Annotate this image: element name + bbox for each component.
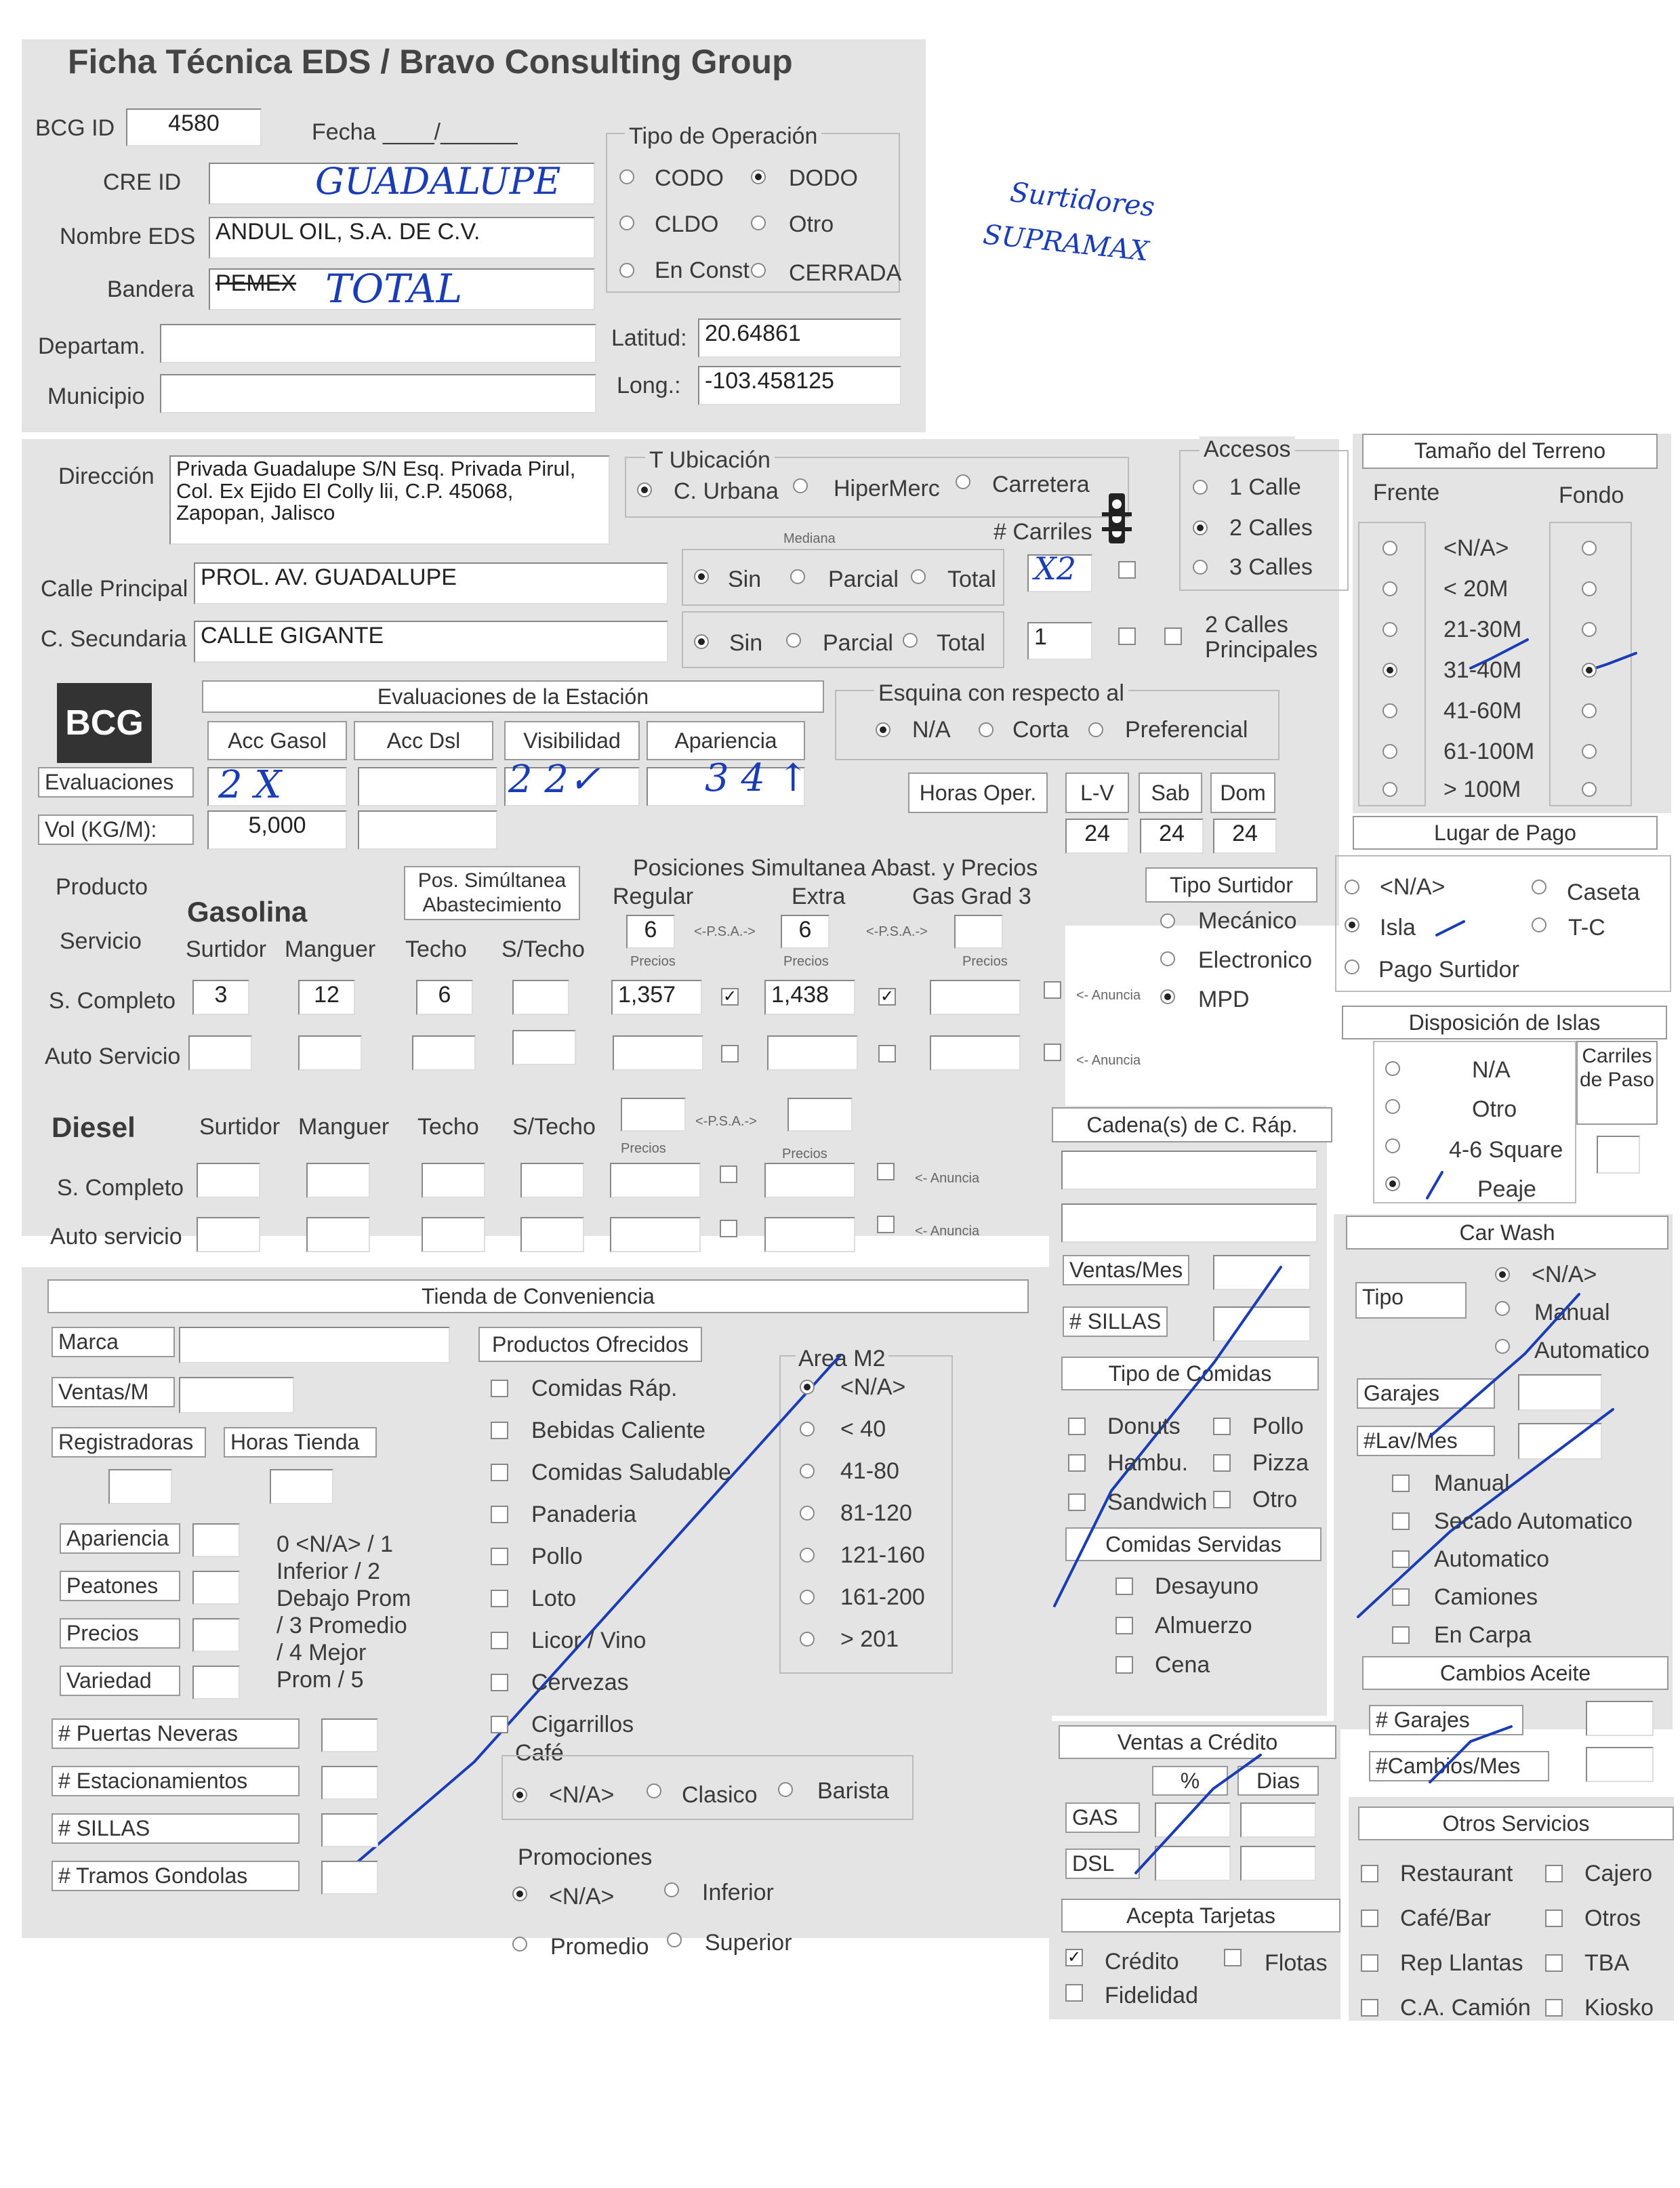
horas-sab-field[interactable]: 24 [1140,819,1204,854]
radio-area-6[interactable] [800,1632,815,1647]
radio-frente-6[interactable] [1382,782,1397,797]
hipermerc-label: HiperMerc [834,476,940,501]
tienda-eval-field-3[interactable] [192,1666,240,1699]
carwash-na-label: <N/A> [1532,1262,1597,1287]
otros-check-4[interactable] [1361,1954,1378,1972]
calles-principales-label: 2 Calles Principales [1205,612,1318,663]
direccion-label: Dirección [58,463,155,489]
latitud-label: Latitud: [611,325,687,351]
car-wash-title: Car Wash [1346,1216,1668,1250]
diesel-precios-label-2: Precios [782,1147,827,1161]
tienda-count-field-1[interactable] [321,1766,378,1800]
radio-fondo-1[interactable] [1582,581,1597,596]
area-label: 81-120 [840,1500,912,1526]
horas-oper-label: Horas Oper. [908,772,1048,813]
cadenas-title: Cadena(s) de C. Ráp. [1052,1107,1332,1142]
bcg-id-label: BCG ID [35,115,115,141]
radio-fondo-0[interactable] [1582,541,1597,556]
terreno-title: Tamaño del Terreno [1362,434,1658,469]
codo-label: CODO [655,165,724,191]
eval-col-acc-gasol: Acc Gasol [207,721,347,760]
car-wash-tipo-label: Tipo [1355,1282,1467,1319]
otros-label: Cajero [1584,1861,1653,1886]
gas-grad-label: Gas Grad 3 [912,884,1031,909]
horas-lv-field[interactable]: 24 [1065,819,1129,854]
servida-label: Cena [1155,1652,1210,1678]
dsc-anuncia-label: <- Anuncia [915,1171,980,1186]
mpd-label: MPD [1198,987,1250,1012]
mediana-total-1-label: Total [947,566,996,592]
radio-fondo-6[interactable] [1582,782,1597,797]
fondo-label: Fondo [1559,482,1624,508]
ofrecido-label: Cervezas [531,1670,629,1695]
tarjeta-flotas-label: Flotas [1265,1950,1328,1976]
regular-label: Regular [613,884,694,909]
bandera-field[interactable]: PEMEX [209,268,595,310]
tienda-scale-label: Debajo Prom [276,1586,411,1611]
nombre-field[interactable]: ANDUL OIL, S.A. DE C.V. [209,217,595,259]
carriles-label: # Carriles [993,519,1092,545]
calle-principal-field[interactable]: PROL. AV. GUADALUPE [194,562,668,604]
horas-lv-label: L-V [1065,772,1129,813]
as-anuncia-label: <- Anuncia [1076,1053,1141,1068]
mediana-total-2-label: Total [937,630,985,656]
sc-extra-anuncia-check[interactable]: ✓ [878,988,896,1006]
pos-simultanea-header: Pos. Simúltanea Abastecimiento [404,866,580,920]
sc-surtidor-field[interactable]: 3 [192,980,249,1015]
pago-surtidor-label: Pago Surtidor [1378,957,1519,983]
radio-fondo-3[interactable] [1582,663,1597,678]
radio-fondo-5[interactable] [1582,744,1597,759]
ofrecido-check-7[interactable] [491,1674,508,1691]
horas-tienda-label: Horas Tienda [224,1427,377,1458]
tienda-count-field-0[interactable] [321,1718,378,1752]
ventas-mes-label: Ventas/Mes [1063,1255,1189,1285]
carwash-check-label: En Carpa [1434,1622,1532,1648]
cadena-sillas-label: # SILLAS [1063,1306,1168,1337]
otros-label: Café/Bar [1400,1905,1492,1931]
page-title: Ficha Técnica EDS / Bravo Consulting Group [68,43,793,81]
carwash-garajes-label: Garajes [1357,1378,1495,1409]
tienda-scale-label: / 3 Promedio [276,1613,407,1638]
terreno-size-label: 61-100M [1443,739,1535,764]
manguer-label: Manguer [285,936,376,962]
cafe-clasico-label: Clasico [682,1782,758,1808]
horas-dom-field[interactable]: 24 [1213,819,1277,854]
municipio-label: Municipio [47,384,145,409]
ofrecido-check-6[interactable] [491,1632,508,1649]
radio-frente-5[interactable] [1382,744,1397,759]
registradoras-label: Registradoras [52,1427,206,1458]
ofrecido-label: Comidas Saludable [531,1460,731,1485]
eval-col-acc-dsl: Acc Dsl [354,721,493,760]
note-handwriting-2: SUPRAMAX [981,219,1151,268]
area-label: 121-160 [840,1542,925,1568]
islas-na-label: N/A [1472,1057,1511,1083]
tienda-eval-label: Peatones [60,1571,180,1601]
ofrecido-label: Pollo [531,1544,583,1569]
horas-sab-label: Sab [1139,772,1202,813]
carwash-check-4[interactable] [1392,1626,1410,1644]
das-anuncia-label: <- Anuncia [915,1224,980,1239]
carwash-check-label: Automatico [1434,1546,1550,1572]
mediana-sin-2-label: Sin [729,630,763,656]
servida-check-1[interactable] [1115,1617,1133,1634]
regular-psa-arrow: <-P.S.A.-> [694,924,756,939]
extra-psa-arrow: <-P.S.A.-> [866,924,928,939]
comida-label: Pollo [1252,1413,1304,1439]
esquina-preferencial-label: Preferencial [1125,717,1248,743]
diesel-surtidor-label: Surtidor [199,1114,281,1140]
credito-pct-label: % [1152,1766,1228,1796]
carwash-check-3[interactable] [1392,1588,1410,1606]
extra-precios-label: Precios [783,954,829,969]
en-const-label: En Const [655,257,750,283]
tipo-comidas-title: Tipo de Comidas [1061,1357,1319,1390]
ofrecido-label: Licor / Vino [531,1628,647,1653]
tienda-scale-label: / 4 Mejor [276,1640,367,1666]
calle-secundaria-field[interactable]: CALLE GIGANTE [194,621,668,663]
ofrecido-label: Comidas Ráp. [531,1376,678,1401]
otros-label: Restaurant [1400,1861,1513,1886]
carwash-check-2[interactable] [1392,1550,1410,1568]
latitud-field[interactable]: 20.64861 [698,318,901,358]
terreno-size-label: > 100M [1443,777,1521,802]
tienda-count-label: # Puertas Neveras [52,1718,300,1749]
tienda-eval-field-0[interactable] [192,1523,240,1557]
esquina-title: Esquina con respecto al [874,680,1128,707]
tienda-count-field-2[interactable] [321,1813,378,1847]
credito-dsl-label: DSL [1065,1849,1140,1879]
carwash-check-label: Camiones [1434,1584,1538,1610]
promo-promedio-label: Promedio [550,1934,649,1960]
otros-check-2[interactable] [1361,1910,1378,1927]
eval-col-apariencia: Apariencia [647,721,805,760]
cldo-label: CLDO [655,211,719,237]
otros-label: C.A. Camión [1400,1995,1531,2021]
comida-label: Otro [1252,1487,1298,1512]
servida-label: Almuerzo [1155,1613,1252,1638]
accesos-title: Accesos [1200,436,1295,463]
tienda-count-label: # Estacionamientos [52,1766,300,1796]
ofrecido-check-3[interactable] [491,1506,508,1523]
credito-title: Ventas a Crédito [1059,1725,1336,1759]
sc-precio-extra-field[interactable]: 1,438 [764,980,855,1015]
radio-area-0[interactable] [800,1380,815,1395]
direccion-line-3: Zapopan, Jalisco [176,501,335,525]
diesel-techo-label: Techo [417,1114,479,1140]
direccion-line-2: Col. Ex Ejido El Colly lii, C.P. 45068, [176,478,514,503]
regular-psa-field[interactable]: 6 [626,915,675,949]
sc-manguer-field[interactable]: 12 [298,980,355,1015]
ofrecido-label: Cigarrillos [531,1712,634,1737]
tarjeta-fidelidad-label: Fidelidad [1105,1983,1198,2008]
carwash-check-0[interactable] [1392,1474,1410,1492]
radio-area-1[interactable] [800,1422,815,1437]
area-label: 161-200 [840,1584,925,1610]
carwash-check-label: Secado Automatico [1434,1508,1633,1534]
islas-square-label: 4-6 Square [1449,1137,1563,1163]
tienda-eval-field-1[interactable] [192,1571,240,1605]
eval-col-visibilidad: Visibilidad [504,721,640,760]
terreno-size-label: 41-60M [1443,698,1522,724]
tipo-surtidor-title: Tipo Surtidor [1145,867,1317,903]
comida-check-3[interactable] [1213,1454,1231,1472]
radio-area-2[interactable] [800,1464,815,1479]
terreno-size-label: 31-40M [1443,657,1522,683]
horas-dom-label: Dom [1210,772,1275,813]
2-calles-label: 2 Calles [1229,515,1313,541]
sc-regular-anuncia-check[interactable]: ✓ [721,988,739,1006]
carwash-automatico-label: Automatico [1534,1338,1650,1363]
ofrecido-check-8[interactable] [491,1716,508,1733]
productos-ofrecidos-title: Productos Ofrecidos [478,1327,702,1362]
radio-area-4[interactable] [800,1548,815,1563]
islas-peaje-label: Peaje [1477,1176,1536,1202]
otros-check-1[interactable] [1545,1865,1563,1882]
mecanico-label: Mecánico [1198,908,1297,934]
fecha-label: Fecha [312,119,376,145]
otros-check-3[interactable] [1545,1910,1563,1927]
carriles-secundaria-field[interactable]: 1 [1027,622,1092,660]
otros-check-5[interactable] [1545,1954,1563,1972]
fecha-field[interactable]: ____/______ [383,119,518,145]
radio-frente-3[interactable] [1382,663,1397,678]
comida-check-2[interactable] [1068,1454,1086,1472]
eval-acc-gasol-hand: 2 X [218,763,282,807]
esquina-na-label: N/A [912,717,951,743]
medianas-label: Mediana [783,531,836,546]
s-completo-label: S. Completo [49,988,176,1014]
tienda-eval-label: Precios [60,1618,180,1649]
extra-psa-field[interactable]: 6 [781,915,829,949]
cafe-title: Café [515,1740,564,1766]
esquina-corta-label: Corta [1012,717,1069,743]
tienda-eval-label: Apariencia [60,1523,180,1554]
eval-visibilidad-hand: 2 2✓ [508,758,600,802]
tienda-scale-label: Prom / 5 [276,1667,364,1693]
otros-servicios-title: Otros Servicios [1358,1807,1674,1840]
islas-otro-label: Otro [1472,1096,1517,1122]
evaluaciones-title: Evaluaciones de la Estación [202,680,824,713]
eval-apariencia-hand: 3 4 ↑ [705,756,809,800]
tienda-count-label: # SILLAS [52,1813,300,1844]
radio-frente-4[interactable] [1382,703,1397,718]
diesel-psa-arrow: <-P.S.A.-> [695,1114,757,1129]
diesel-precios-label: Precios [621,1141,666,1156]
ofrecido-label: Panaderia [531,1502,637,1527]
techo-label: Techo [405,936,467,962]
frente-label: Frente [1373,480,1440,505]
c-urbana-label: C. Urbana [674,478,779,504]
tienda-eval-field-2[interactable] [192,1618,240,1652]
diesel-label: Diesel [52,1111,136,1143]
diesel-stecho-label: S/Techo [512,1114,596,1140]
comidas-servidas-title: Comidas Servidas [1065,1527,1322,1561]
ofrecido-check-4[interactable] [491,1548,508,1565]
comida-check-1[interactable] [1213,1418,1231,1435]
radio-frente-0[interactable] [1382,541,1397,556]
extra-label: Extra [792,884,846,909]
auto-servicio-label: Auto Servicio [45,1044,181,1069]
carretera-label: Carretera [992,472,1090,497]
ofrecido-check-0[interactable] [491,1380,508,1397]
servicio-label: Servicio [60,928,142,954]
3-calles-label: 3 Calles [1229,554,1313,580]
pago-tc-label: T-C [1568,915,1605,941]
otro-op-label: Otro [789,211,834,237]
note-handwriting-1: Surtidores [1008,176,1156,224]
calle-principal-label: Calle Principal [41,576,188,602]
posiciones-precios-label: Posiciones Simultanea Abast. y Precios [633,855,1038,881]
terreno-size-label: <N/A> [1443,535,1509,561]
longitud-field[interactable]: -103.458125 [698,366,901,405]
cerrada-label: CERRADA [789,260,902,286]
otros-label: TBA [1584,1950,1630,1976]
tarjetas-title: Acepta Tarjetas [1061,1899,1340,1933]
pago-caseta-label: Caseta [1567,880,1640,905]
cafe-barista-label: Barista [817,1778,889,1804]
carriles-handwriting: X2 [1034,550,1077,587]
otros-check-0[interactable] [1361,1865,1378,1882]
1-calle-label: 1 Calle [1229,474,1301,500]
pago-isla-label: Isla [1380,915,1416,941]
cre-id-label: CRE ID [103,169,182,195]
evaluaciones-row-label: Evaluaciones [38,767,194,798]
islas-title: Disposición de Islas [1342,1006,1667,1039]
area-label: <N/A> [840,1374,906,1400]
mediana-parcial-2-label: Parcial [823,630,893,656]
direccion-line-1: Privada Guadalupe S/N Esq. Privada Pirul, [176,457,576,480]
tienda-scale-label: 0 <N/A> / 1 [276,1531,393,1557]
otros-check-7[interactable] [1545,1999,1563,2017]
lugar-pago-title: Lugar de Pago [1353,816,1658,850]
electronico-label: Electronico [1198,947,1313,973]
gasgrad-precios-label: Precios [962,954,1008,969]
servida-label: Desayuno [1155,1573,1259,1599]
area-label: < 40 [840,1416,886,1442]
carwash-lav-mes-label: #Lav/Mes [1357,1426,1495,1456]
vol-field[interactable]: 5,000 [207,810,347,850]
ofrecido-label: Loto [531,1586,577,1611]
terreno-size-label: < 20M [1443,576,1509,602]
comida-label: Hambu. [1107,1450,1189,1476]
tienda-count-field-3[interactable] [321,1861,378,1895]
radio-area-3[interactable] [800,1506,815,1521]
dodo-label: DODO [789,165,858,191]
diesel-s-completo-label: S. Completo [57,1175,184,1201]
bandera-label: Bandera [107,276,194,302]
ofrecido-label: Bebidas Caliente [531,1418,706,1443]
producto-label: Producto [56,874,148,900]
calle-secundaria-label: C. Secundaria [41,626,187,652]
radio-frente-2[interactable] [1382,622,1397,637]
tienda-scale-label: Inferior / 2 [276,1559,381,1584]
aceite-garajes-label: # Garajes [1369,1705,1523,1735]
surtidor-label: Surtidor [186,936,267,962]
pago-na-label: <N/A> [1380,874,1446,900]
radio-area-5[interactable] [800,1590,815,1605]
tarjeta-credito-label: Crédito [1105,1949,1179,1975]
regular-precios-label: Precios [630,954,676,969]
mediana-sin-1-label: Sin [728,566,762,592]
mediana-parcial-1-label: Parcial [828,566,899,592]
ofrecido-check-2[interactable] [491,1464,508,1481]
servida-check-0[interactable] [1115,1577,1133,1595]
tipo-operacion-title: Tipo de Operación [625,123,821,150]
comida-check-4[interactable] [1068,1493,1086,1511]
promo-inferior-label: Inferior [702,1880,774,1905]
promociones-title: Promociones [518,1844,653,1870]
cambios-aceite-title: Cambios Aceite [1362,1656,1668,1690]
carwash-check-1[interactable] [1392,1512,1410,1530]
comida-check-0[interactable] [1068,1418,1086,1435]
cre-id-handwriting: GUADALUPE [315,160,561,203]
area-label: 41-80 [840,1458,899,1484]
marca-label: Marca [52,1327,175,1357]
ventas-m-label: Ventas/M [52,1377,175,1407]
comida-label: Donuts [1107,1413,1181,1439]
credito-dias-label: Dias [1237,1766,1319,1796]
bcg-logo: BCG [57,683,152,763]
carwash-manual-label: Manual [1534,1300,1610,1325]
vol-label: Vol (KG/M): [38,814,194,845]
sc-anuncia-label: <- Anuncia [1076,988,1141,1003]
nombre-label: Nombre EDS [60,224,196,249]
bandera-handwriting: TOTAL [325,266,463,312]
comida-check-5[interactable] [1213,1491,1231,1508]
bcg-id-field[interactable]: 4580 [126,108,262,146]
terreno-size-label: 21-30M [1443,617,1522,642]
diesel-manguer-label: Manguer [298,1114,390,1140]
otros-check-6[interactable] [1361,1999,1378,2017]
departamento-label: Departam. [38,333,146,359]
sc-precio-regular-field[interactable]: 1,357 [611,980,702,1015]
stecho-label: S/Techo [501,936,585,962]
radio-frente-1[interactable] [1382,581,1397,596]
carriles-paso-label: Carriles de Paso [1576,1041,1658,1125]
ofrecido-check-1[interactable] [491,1422,508,1439]
promo-superior-label: Superior [705,1930,792,1956]
area-label: > 201 [840,1626,899,1652]
radio-fondo-4[interactable] [1582,703,1597,718]
diesel-auto-servicio-label: Auto servicio [50,1224,182,1250]
otros-label: Otros [1584,1905,1641,1931]
tarjeta-credito-check[interactable]: ✓ [1065,1949,1083,1966]
aceite-cambios-label: #Cambios/Mes [1369,1751,1549,1781]
otros-label: Rep Llantas [1400,1950,1523,1976]
tienda-eval-label: Variedad [60,1666,180,1696]
radio-fondo-2[interactable] [1582,622,1597,637]
sc-techo-field[interactable]: 6 [416,980,473,1015]
tienda-title: Tienda de Conveniencia [47,1279,1029,1313]
comida-label: Pizza [1252,1450,1309,1476]
t-ubicacion-title: T Ubicación [645,447,775,474]
longitud-label: Long.: [617,373,681,398]
servida-check-2[interactable] [1115,1656,1133,1674]
otros-label: Kiosko [1584,1995,1654,2021]
area-title: Area M2 [796,1346,888,1372]
ofrecido-check-5[interactable] [491,1590,508,1607]
carwash-check-label: Manual [1434,1470,1510,1496]
tienda-count-label: # Tramos Gondolas [52,1861,300,1891]
credito-gas-label: GAS [1065,1802,1140,1833]
comida-label: Sandwich [1107,1489,1208,1515]
promo-na-label: <N/A> [549,1884,615,1910]
cafe-na-label: <N/A> [549,1782,615,1808]
gasolina-label: Gasolina [187,896,308,928]
